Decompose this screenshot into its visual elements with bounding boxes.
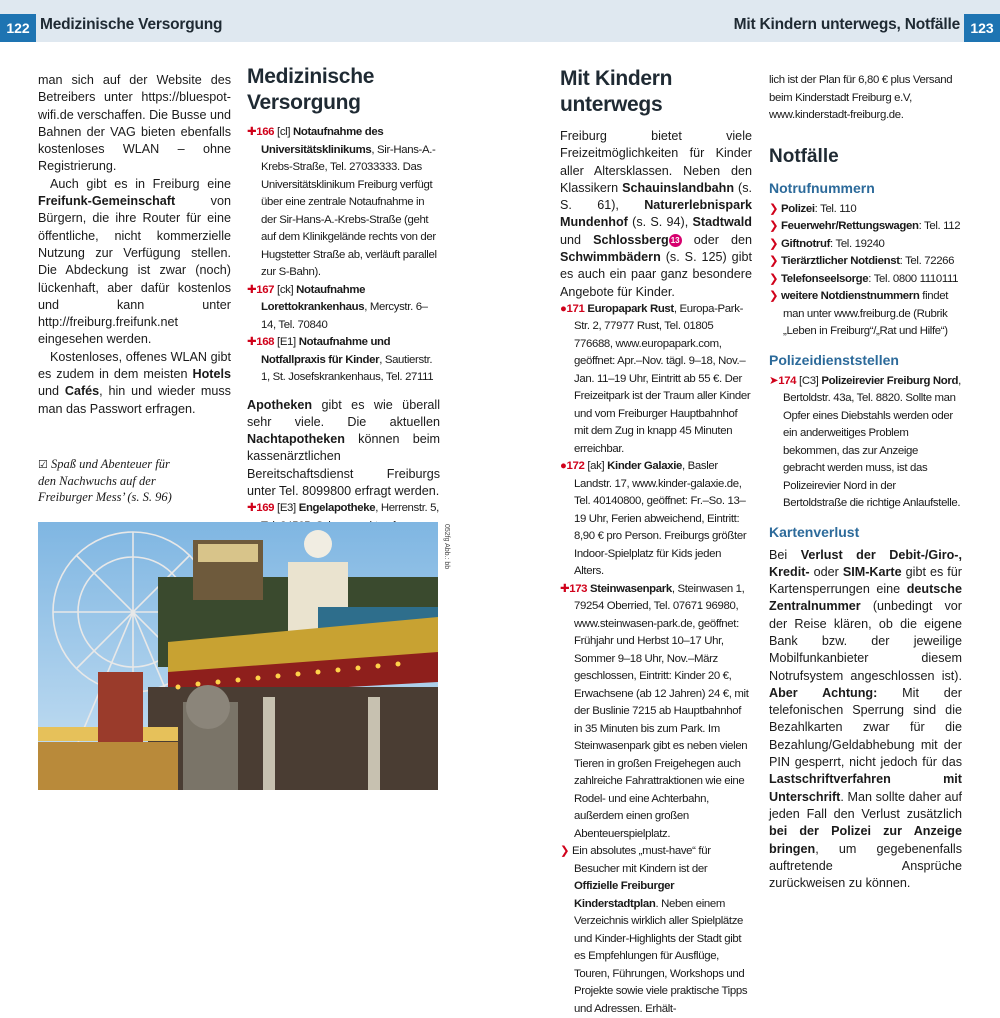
subheading: Notrufnummern <box>769 179 875 196</box>
header-title: Medizinische Versorgung <box>40 16 223 33</box>
paragraph: Freiburg bietet viele Freizeitmöglichkeiten für Kinder aller Altersklassen. Neben den Klassikern Schauinslandbahn (s. S. 61), Naturerlebnispark Mundenhof (s. S. 94), Stadtwald und Schlossberg 13 oder den Schwimmbädern (s. S. 125) gibt es auch ein paar ganz besondere Angebote für Kinder. <box>560 129 753 299</box>
funfair-photo <box>38 522 438 790</box>
emergency-number-item: ❯ Polizei: Tel. 110 <box>769 202 857 215</box>
page-number: 122 <box>0 14 36 42</box>
paragraph: Auch gibt es in Freiburg eine Freifunk-Gemeinschaft von Bürgern, die ihre Router für eine öffentliche, nicht kommerzielle Nutzung zur Verfügung stellen. Die Abdeckung ist zwar (noch) lückenhaft, aber dafür kostenlos und kann unter http://freiburg.freifunk.net eingesehen werden. <box>38 176 231 347</box>
listing-marker-icon: ● <box>560 460 567 473</box>
paragraph: Bei Verlust der Debit-/Giro-, Kredit- oder SIM-Karte gibt es für Kartensperrungen eine deutsche Zentralnummer (unbedingt vor der Reise klären, ob die eigene Bank bzw. der jeweilige Mobilfunkanbieter diesem Notrufsystem angeschlossen ist). Aber Achtung: Mit der telefonischen Sperrung sind die Bezahlkarten zwar für die Bezahlung/Geldabhebung mit der PIN gesperrt, nicht jedoch für das Lastschriftverfahren mit Unterschrift. Man sollte daher auf jeden Fall den Verlust zusätzlich bei der Polizei zur Anzeige bringen, um gegebenenfalls auftretende Ansprüche zurückweisen zu können. <box>769 547 962 891</box>
emergency-column <box>769 72 962 892</box>
chevron-right-icon: ❯ <box>769 255 779 267</box>
section-heading: Medizinische Versorgung <box>247 65 375 114</box>
page-header <box>500 0 1000 42</box>
paragraph: Kostenloses, offenes WLAN gibt es zudem in dem meisten Hotels und Cafés, hin und wieder muss man das Passwort erfragen. <box>38 349 231 416</box>
listing-marker-icon: ✚ <box>247 336 257 348</box>
section-heading: Mit Kindern unterwegs <box>560 67 673 116</box>
listing-entry: ✚173 Steinwasenpark, Steinwasen 1, 79254 Oberried, Tel. 07671 96980, www.steinwasen-park.de, geöffnet: Frühjahr und Herbst 10–17 Uhr, Sommer 9–18 Uhr, Nov.–März geschlossen, Eintritt: Kinder 20 €, Erwachsene (ab 12 Jahren) 24 €, mit der Buslinie 7215 ab Hauptbahnhof in 35 Minuten bis zum Park. Im Steinwasenpark gibt es neben vielen Tieren in großen Freigehegen auch zahlreiche Fahrattraktionen wie eine Rodel- und eine Achterbahn, außerdem einen großen Abenteuerspielplatz. <box>560 582 749 840</box>
chevron-right-icon: ❯ <box>769 272 779 285</box>
subheading: Kartenverlust <box>769 523 860 540</box>
left-page <box>0 0 500 800</box>
medical-entry-list <box>247 124 440 387</box>
paragraph: lich ist der Plan für 6,80 € plus Versand beim Kinderstadt Freiburg e.V, www.kinderstadt-freiburg.de. <box>769 74 953 121</box>
police-icon: ➤ <box>769 374 779 387</box>
section-heading: Notfälle <box>769 145 839 167</box>
police-entry: ➤174 [C3] Polizeirevier Freiburg Nord, Bertoldstr. 43a, Tel. 8820. Sollte man Opfer eines Diebstahls werden oder ein anderweitiges Problem bekommen, das zur Anzeige gebracht werden muss, ist das Polizeirevier Nord in der Bertoldstraße die richtige Anlaufstelle. <box>769 374 961 509</box>
listing-marker-icon: ✚ <box>247 283 257 296</box>
paragraph: man sich auf der Website des Betreibers unter https://bluespot-wifi.de verschaffen. Die Busse und Bahnen der VAG bieten ebenfalls kostenloses WLAN – ohne Registrierung. <box>38 73 231 174</box>
photo-caption: ☑ Spaß und Abenteuer für den Nachwuchs auf der Freiburger Mess’ (s. S. 96) <box>38 457 172 504</box>
chevron-right-icon: ❯ <box>769 290 779 302</box>
listing-entry: ✚169 [E3] Engelapotheke, Herrenstr. 5, <box>247 502 439 515</box>
chevron-right-icon: ❯ <box>769 237 779 250</box>
header-title: Mit Kindern unterwegs, Notfälle <box>733 16 960 33</box>
listing-entry: ✚166 [cl] Notaufnahme des Universitätsklinikums, Sir-Hans-A.-Krebs-Straße, Tel. 27033333. Das Universitätsklinikum Freiburg verfügt über eine zentrale Notaufnahme in der Sir-Hans-A.-Krebs-Straße (geht auf dem Klinikgelände rechts von der Hugstetter Straße ab, verläuft parallel zur S-Bahn). <box>247 126 437 278</box>
subheading: Polizeidienststellen <box>769 351 899 368</box>
emergency-number-item: ❯ Feuerwehr/Rettungswagen: Tel. 112 <box>769 220 961 232</box>
chevron-right-icon: ❯ <box>769 220 779 232</box>
paragraph: Apotheken gibt es wie überall sehr viele. Die aktuellen Nachtapotheken können beim kassenärztlichen Bereitschaftsdienst Freiburgs unter Tel. 8099800 erfragt werden. <box>247 397 440 498</box>
photo-credit: 052fg Abb.: bb <box>443 524 450 570</box>
bullet-item: ❯ Ein absolutes „must-have“ für Besucher mit Kindern ist der Offizielle Freiburger Kinderstadtplan. Neben einem Verzeichnis wirklich aller Spielplätze und Kinder-Highlights der Stadt gibt es Empfehlungen für Ausflüge, Touren, Führungen, Workshops und Projekte sowie viele praktische Tipps und Adressen. Erhält- <box>560 845 748 1015</box>
text-column-wlan <box>38 72 231 418</box>
chevron-right-icon: ❯ <box>560 845 570 858</box>
listing-entry: ✚167 [ck] Notaufnahme Lorettokrankenhaus, Mercystr. 6–14, Tel. 70840 <box>247 283 428 331</box>
emergency-number-item: ❯ Giftnotruf: Tel. 19240 <box>769 237 885 250</box>
funfair-illustration <box>38 522 438 790</box>
listing-marker-icon: ● <box>560 302 567 315</box>
kids-entry-list <box>560 301 752 844</box>
emergency-number-item: ❯ Tierärztlicher Notdienst: Tel. 72266 <box>769 255 955 267</box>
listing-entry: ✚168 [E1] Notaufnahme und Notfallpraxis für Kinder, Sautierstr. 1, St. Josefskrankenhaus, Tel. 27111 <box>247 336 434 383</box>
listing-marker-icon: ✚ <box>247 126 257 138</box>
emergency-number-list <box>769 201 962 341</box>
children-column <box>560 66 752 1018</box>
listing-entry: ●171 Europapark Rust, Europa-Park-Str. 2, 77977 Rust, Tel. 01805 776688, www.europapark.com, geöffnet: Apr.–Nov. tägl. 9–18, Nov.–Jan. 11–19 Uhr, Eintritt ab 55 €. Der Freizeitpark ist der Traum aller Kinder und vom Freiburger Hauptbahnhof mit dem Zug in knapp 45 Minuten erreichbar. <box>560 302 751 455</box>
listing-marker-icon: ✚ <box>247 502 257 515</box>
emergency-number-item: ❯ weitere Notdienstnummern findet man unter www.freiburg.de (Rubrik „Leben in Freiburg“/„Rat und Hilfe“) <box>769 290 949 337</box>
page-header <box>0 0 500 42</box>
map-number-badge: 13 <box>669 234 682 247</box>
listing-entry: ●172 [ak] Kinder Galaxie, Basler Landstr. 17, www.kinder-galaxie.de, Tel. 40140800, geöffnet: Fr.–So. 13–19 Uhr, Ferien abweichend, Eintritt: 8,90 € pro Person. Freiburgs größter Indoor-Spielplatz für Kids jeden Alters. <box>560 460 747 578</box>
emergency-number-item: ❯ Telefonseelsorge: Tel. 0800 1110111 <box>769 272 959 285</box>
right-page <box>500 0 1000 1015</box>
listing-marker-icon: ✚ <box>560 582 570 595</box>
chevron-right-icon: ❯ <box>769 202 779 215</box>
page-number: 123 <box>964 14 1000 42</box>
checkbox-icon: ☑ <box>38 459 48 471</box>
